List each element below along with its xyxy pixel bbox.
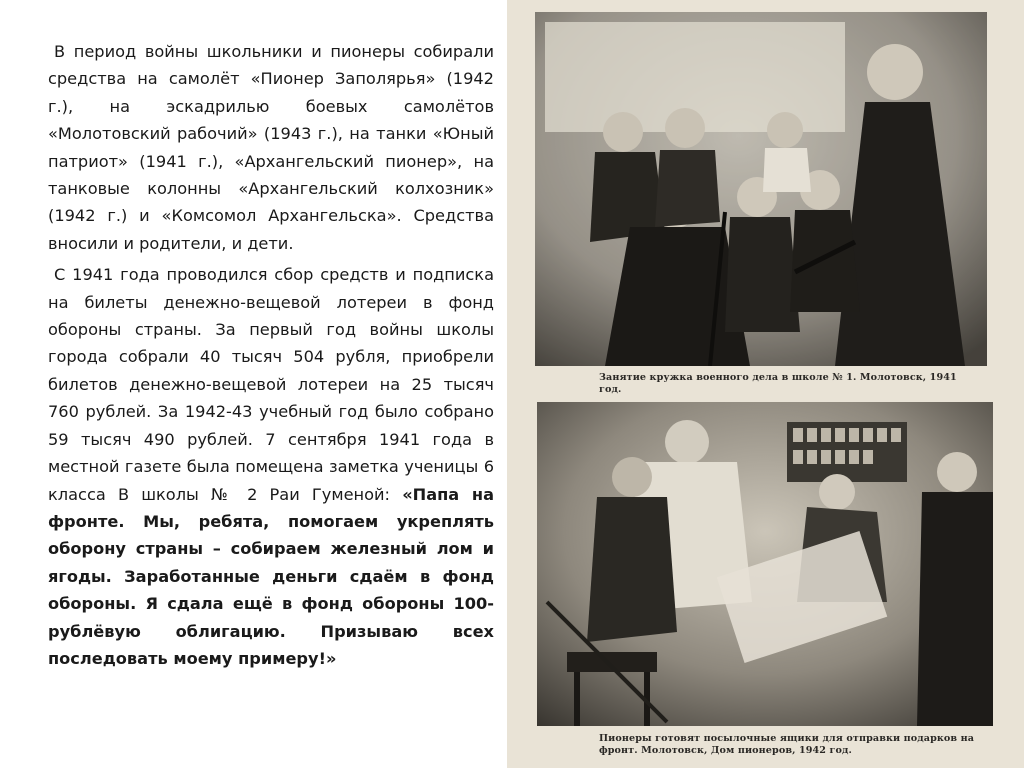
paragraph-1: В период войны школьники и пионеры собирали средства на самолёт «Пионер Заполярья» (1942 г.), на эскадрилью боевых самолётов «Молотовский рабочий» (1943 г.), на танки «Юный патриот» (1941 г.), «Архангельский пионер», на танковые колонны «Архангельский колхозник» (1942 г.) и «Комсомол Архангельска». Средства вносили и родители, и дети. xyxy=(48,42,494,253)
article-text xyxy=(48,38,494,676)
caption-pioneers-parcels: Пионеры готовят посылочные ящики для отправки подарков на фронт. Молотовск, Дом пионеров, 1942 год. xyxy=(599,733,975,756)
military-club-photo xyxy=(535,12,987,366)
paragraph-2 xyxy=(48,261,494,672)
pioneers-parcels-photo xyxy=(537,402,993,726)
caption-military-club: Занятие кружка военного дела в школе № 1. Молотовск, 1941 год. xyxy=(599,372,957,395)
military-club-photo-image xyxy=(535,12,987,366)
paragraph-2-plain: С 1941 года проводился сбор средств и подписка на билеты денежно-вещевой лотереи в фонд обороны страны. За первый год войны школы города собрали 40 тысяч 504 рубля, приобрели билетов денежно-вещевой лотереи на 25 тысяч 760 рублей. За 1942-43 учебный год было собрано 59 тысяч 490 рублей. 7 сентября 1941 года в местной газете была помещена заметка ученицы 6 класса В школы № 2 Раи Гуменой: xyxy=(48,265,494,504)
pioneers-parcels-photo-image xyxy=(537,402,993,726)
paragraph-2-quote: «Папа на фронте. Мы, ребята, помогаем укреплять оборону страны – собираем железный лом и ягоды. Заработанные деньги сдаём в фонд обороны. Я сдала ещё в фонд обороны 100-рублёвую облигацию. Призываю всех последовать моему примеру!» xyxy=(48,484,494,668)
photo-page xyxy=(507,0,1024,768)
